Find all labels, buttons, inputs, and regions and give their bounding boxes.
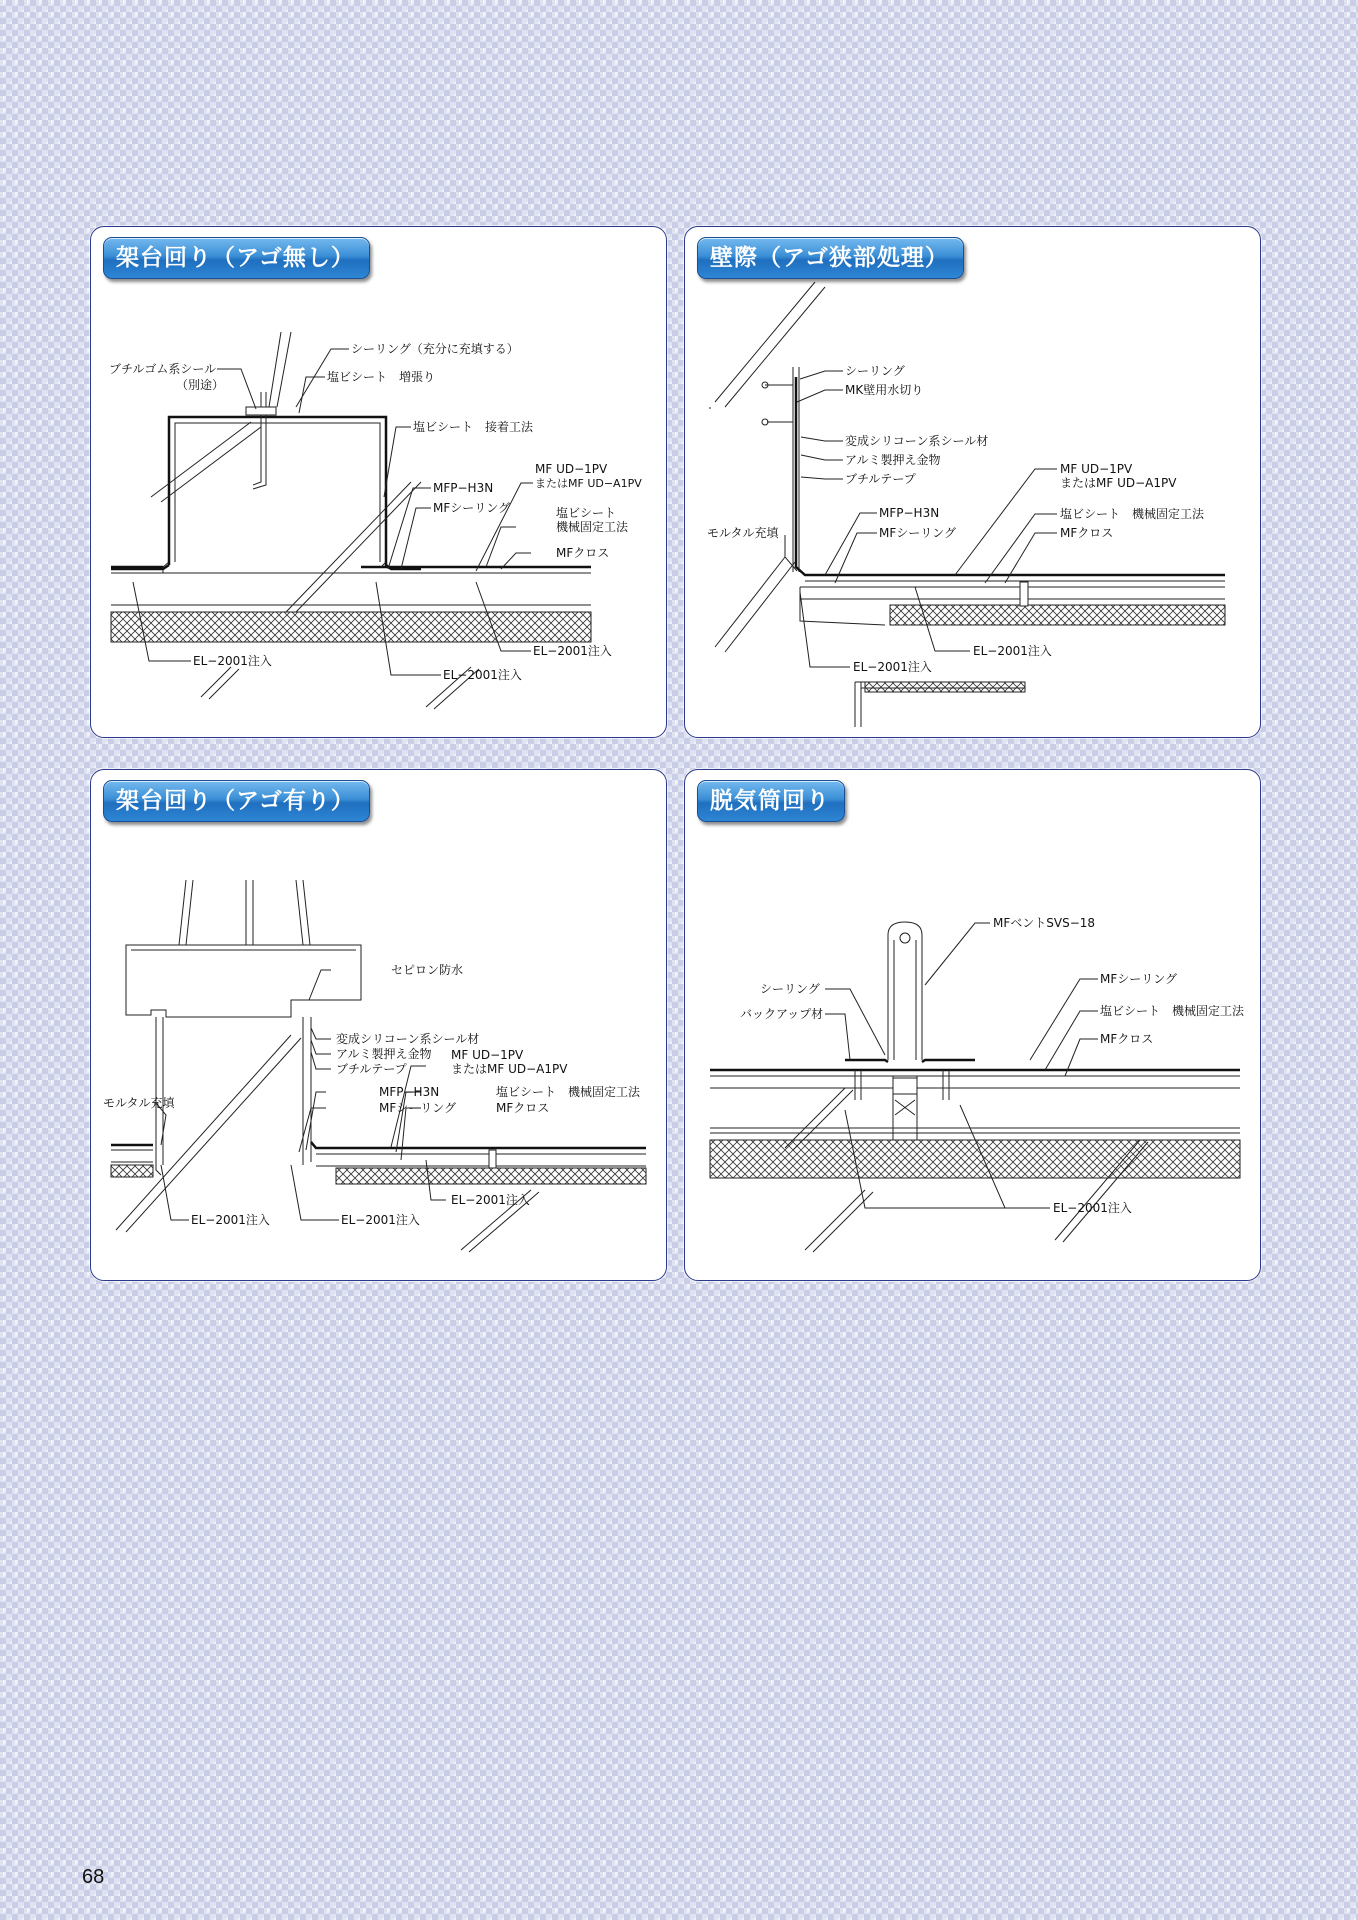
label-pvc-kikai: 塩ビシート 機械固定工法 [1100, 1004, 1245, 1018]
label-mf-cross: MFクロス [1100, 1032, 1154, 1046]
label-el-c: EL−2001注入 [341, 1213, 420, 1227]
label-henseisilicone: 変成シリコーン系シール材 [845, 434, 989, 448]
label-or-ud-a1pv: またはMF UD−A1PV [451, 1062, 568, 1076]
label-sealing-full: シーリング（充分に充填する） [351, 342, 519, 356]
label-mfp-h3n: MFP−H3N [379, 1085, 440, 1099]
label-henseisilicone: 変成シリコーン系シール材 [336, 1032, 480, 1046]
label-el-right: EL−2001注入 [533, 644, 612, 658]
label-mf-cross: MFクロス [1060, 526, 1114, 540]
label-el-b: EL−2001注入 [191, 1213, 270, 1227]
label-mfp-h3n: MFP−H3N [433, 481, 494, 495]
label-sealing: シーリング [845, 364, 905, 378]
label-el-left: EL−2001注入 [193, 654, 272, 668]
label-mf-sealing: MFシーリング [879, 526, 957, 540]
panel-vent-stack [684, 769, 1261, 1281]
label-mf-ud1pv: MF UD−1PV [1060, 462, 1133, 476]
label-mortar: モルタル充填 [103, 1096, 175, 1110]
page-number: 68 [82, 1866, 105, 1888]
label-mortar: モルタル充填 [707, 526, 779, 540]
panel-title: 脱気筒回り [697, 780, 845, 822]
label-vent: MFベントSVS−18 [993, 916, 1096, 930]
label-mf-cross: MFクロス [556, 546, 610, 560]
panel-frame-with-ago [90, 769, 667, 1281]
label-alumi: アルミ製押え金物 [336, 1047, 432, 1061]
panel-title: 架台回り（アゴ無し） [103, 237, 370, 279]
diagram-frame-no-ago [91, 227, 666, 737]
label-or-ud-a1pv: またはMF UD−A1PV [1060, 476, 1177, 490]
label-kikai: 機械固定工法 [556, 520, 629, 534]
label-pvc-secchaku: 塩ビシート 接着工法 [413, 420, 534, 434]
panel-title: 壁際（アゴ狭部処理） [697, 237, 964, 279]
label-mf-cross: MFクロス [496, 1101, 550, 1115]
label-mk: MK壁用水切り [845, 383, 924, 397]
panel-frame-no-ago [90, 226, 667, 738]
label-butyl-tape: ブチルテープ [845, 472, 916, 486]
label-el-mid: EL−2001注入 [443, 668, 522, 682]
label-butyl-tape: ブチルテープ [336, 1062, 407, 1076]
label-or-ud-a1pv: またはMF UD−A1PV [535, 477, 642, 490]
label-mf-ud1pv: MF UD−1PV [451, 1048, 524, 1062]
label-mf-sealing: MFシーリング [379, 1101, 457, 1115]
label-pvc-kikai: 塩ビシート 機械固定工法 [496, 1085, 641, 1099]
label-backup: バックアップ材 [740, 1007, 824, 1021]
label-pvc-zoubari: 塩ビシート 増張り [327, 370, 436, 384]
label-mf-ud1pv: MF UD−1PV [535, 462, 608, 476]
diagram-wall-edge [685, 227, 1260, 737]
label-butyl-seal: ブチルゴム系シール [109, 362, 217, 376]
label-sepiron: セピロン防水 [391, 963, 464, 977]
diagram-frame-with-ago [91, 770, 666, 1280]
label-el-a: EL−2001注入 [973, 644, 1052, 658]
label-betto: （別途） [176, 378, 225, 392]
label-pvc-sheet: 塩ビシート [556, 506, 617, 520]
label-sealing: シーリング [760, 982, 820, 996]
label-mfp-h3n: MFP−H3N [879, 506, 940, 520]
label-el-b: EL−2001注入 [853, 660, 932, 674]
label-mf-sealing: MFシーリング [433, 501, 511, 515]
label-pvc-kikai: 塩ビシート 機械固定工法 [1060, 507, 1205, 521]
panel-title: 架台回り（アゴ有り） [103, 780, 370, 822]
label-alumi: アルミ製押え金物 [845, 453, 941, 467]
panel-wall-edge [684, 226, 1261, 738]
label-el: EL−2001注入 [1053, 1201, 1132, 1215]
label-el-a: EL−2001注入 [451, 1193, 530, 1207]
diagram-vent-stack [685, 770, 1260, 1280]
label-mf-sealing: MFシーリング [1100, 972, 1178, 986]
